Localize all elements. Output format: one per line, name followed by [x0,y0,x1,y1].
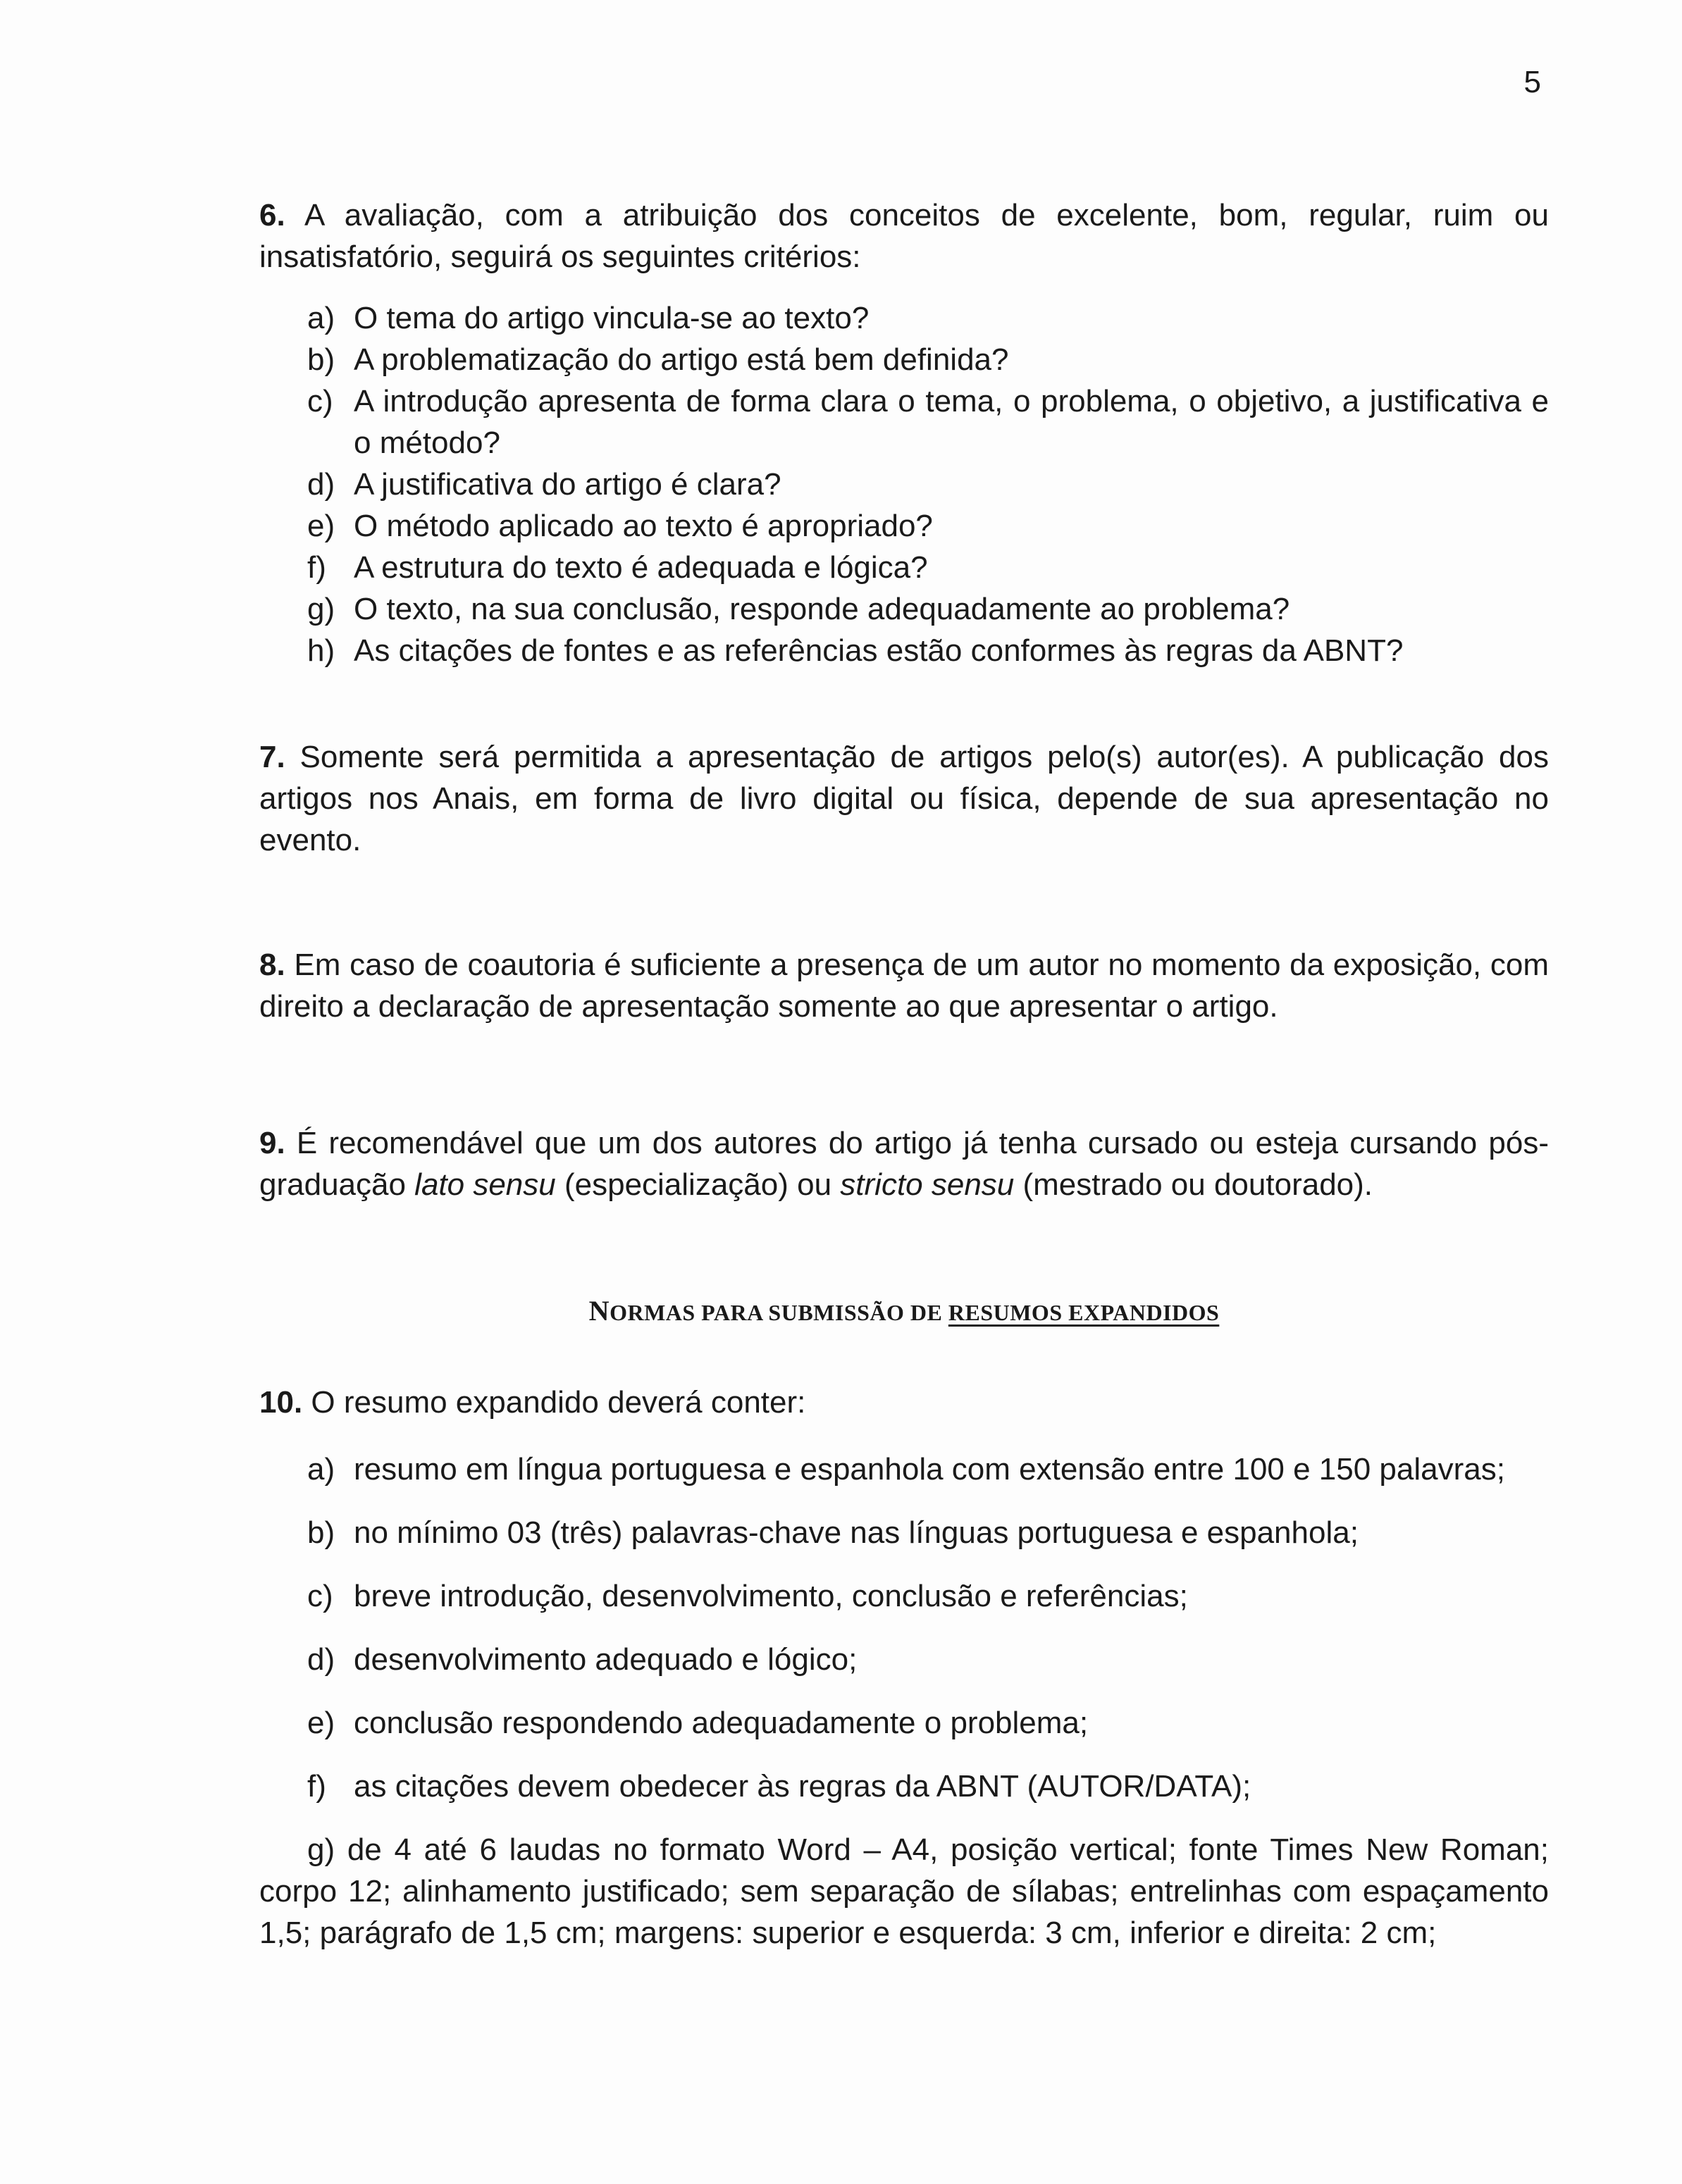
list-item [259,547,1549,588]
list-item-letter: d) [307,1642,335,1677]
list-item-letter: a) [307,301,335,335]
list-item-letter: b) [307,342,335,377]
list-item-text: resumo em língua portuguesa e espanhola com extensão entre 100 e 150 palavras; [354,1452,1505,1487]
item-6-number: 6. [259,198,285,232]
item-6-intro-text: A avaliação, com a atribuição dos conceitos de excelente, bom, regular, ruim ou insatisfatório, seguirá os seguintes critérios: [259,198,1549,274]
item-7-number: 7. [259,740,285,774]
list-item [259,1575,1549,1617]
page-number: 5 [1523,65,1541,99]
item-9-lato-sensu: lato sensu [414,1167,556,1202]
list-item-letter: g) [307,592,335,626]
item-8-text: Em caso de coautoria é suficiente a presença de um autor no momento da exposição, com direito a declaração de apresentação somente ao que apresentar o artigo. [259,948,1549,1024]
item-10-intro [259,1382,1549,1423]
list-item [259,297,1549,339]
list-item-letter: f) [307,550,326,585]
list-item-text: de 4 até 6 laudas no formato Word – A4, posição vertical; fonte Times New Roman; corpo 12; alinhamento justificado; sem separação de sílabas; entrelinhas com espaçamento 1,5; parágrafo de 1,5 cm; margens: superior e esquerda: 3 cm, inferior e direita: 2 cm; [259,1832,1549,1950]
list-item-letter: b) [307,1515,335,1550]
list-item-letter: f) [307,1769,326,1804]
item-9-paragraph [259,1122,1549,1205]
item-6-intro [259,194,1549,278]
list-item-text: O tema do artigo vincula-se ao texto? [354,301,870,335]
item-10-intro-text: O resumo expandido deverá conter: [311,1385,806,1420]
item-10-g-paragraph [259,1829,1549,1954]
list-item-text: A problematização do artigo está bem definida? [354,342,1009,377]
list-item [259,464,1549,505]
item-6-criteria-list [259,297,1549,671]
list-item [259,505,1549,547]
list-item [259,1448,1549,1490]
list-item-letter: e) [307,1706,335,1740]
list-item-text: A estrutura do texto é adequada e lógica? [354,550,928,585]
list-item-text: breve introdução, desenvolvimento, conclusão e referências; [354,1579,1188,1613]
list-item-text: no mínimo 03 (três) palavras-chave nas línguas portuguesa e espanhola; [354,1515,1359,1550]
list-item [259,1766,1549,1807]
item-9-number: 9. [259,1126,285,1160]
list-item [259,630,1549,671]
item-8-number: 8. [259,948,285,982]
list-item-letter: e) [307,509,335,543]
item-9-text-before: É recomendável que um dos autores do artigo já tenha cursado ou esteja cursando pós-graduação [259,1126,1549,1202]
section-heading-smallcaps: ORMAS PARA SUBMISSÃO DE [610,1300,948,1325]
list-item [259,1512,1549,1553]
list-item [259,339,1549,380]
list-item [259,380,1549,464]
item-9-stricto-sensu: stricto sensu [840,1167,1015,1202]
list-item-text: conclusão respondendo adequadamente o problema; [354,1706,1089,1740]
section-heading [259,1290,1549,1334]
item-7-paragraph [259,736,1549,861]
list-item-letter: h) [307,633,335,668]
item-10-requirements-list [259,1448,1549,1807]
item-8-paragraph [259,944,1549,1027]
item-9-text-after: (mestrado ou doutorado). [1014,1167,1373,1202]
list-item-text: as citações devem obedecer às regras da ABNT (AUTOR/DATA); [354,1769,1251,1804]
section-heading-initial: N [588,1295,610,1327]
list-item-text: desenvolvimento adequado e lógico; [354,1642,858,1677]
section-heading-underlined: RESUMOS EXPANDIDOS [948,1300,1220,1325]
list-item-text: O texto, na sua conclusão, responde adequadamente ao problema? [354,592,1290,626]
page-content [259,194,1549,1954]
list-item-text: As citações de fontes e as referências estão conformes às regras da ABNT? [354,633,1404,668]
list-item-letter: c) [307,1579,333,1613]
list-item-text: A introdução apresenta de forma clara o tema, o problema, o objetivo, a justificativa e o método? [354,384,1549,460]
list-item-text: O método aplicado ao texto é apropriado? [354,509,933,543]
list-item-text: A justificativa do artigo é clara? [354,467,781,502]
item-9-text-middle: (especialização) ou [555,1167,841,1202]
list-item [259,1702,1549,1744]
list-item-letter: c) [307,384,333,418]
item-10-number: 10. [259,1385,303,1420]
list-item-letter: d) [307,467,335,502]
list-item-letter: g) [307,1832,335,1867]
list-item [259,1639,1549,1680]
list-item [259,588,1549,630]
list-item-letter: a) [307,1452,335,1487]
item-7-text: Somente será permitida a apresentação de artigos pelo(s) autor(es). A publicação dos artigos nos Anais, em forma de livro digital ou física, depende de sua apresentação no evento. [259,740,1549,857]
